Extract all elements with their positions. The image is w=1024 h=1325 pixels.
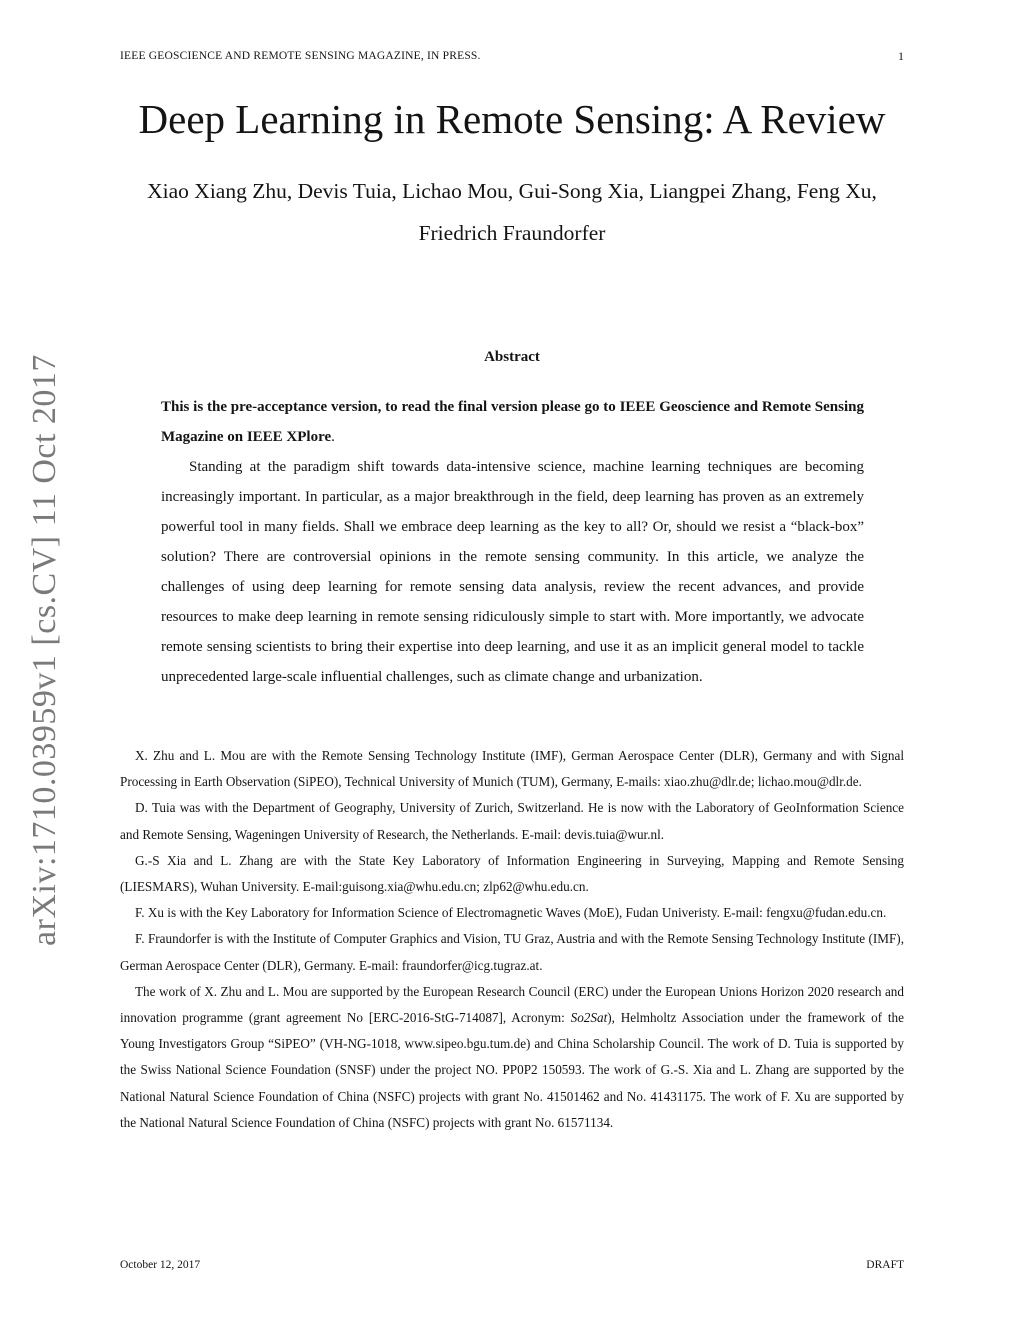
- footnote-affiliation-fraundorfer: F. Fraundorfer is with the Institute of Computer Graphics and Vision, TU Graz, Austria and with the Remote Sensing Technology Institute (IMF), German Aerospace Center (DLR), Germany. E-mail: fraundorfer@icg.tugraz.at.: [120, 931, 904, 973]
- abstract-body: Standing at the paradigm shift towards data-intensive science, machine learning techniques are becoming increasingly important. In particular, as a major breakthrough in the field, deep learning has proven as an extremely powerful tool in many fields. Shall we embrace deep learning as the key to all? Or, should we resist a “black-box” solution? There are controversial opinions in the remote sensing community. In this article, we analyze the challenges of using deep learning for remote sensing data analysis, review the recent advances, and provide resources to make deep learning in remote sensing ridiculously simple to start with. More importantly, we advocate remote sensing scientists to bring their expertise into deep learning, and use it as an implicit general model to tackle unprecedented large-scale influential challenges, such as climate change and urbanization.: [161, 459, 864, 685]
- paper-title: Deep Learning in Remote Sensing: A Review: [138, 96, 886, 142]
- page-number: 1: [898, 49, 904, 63]
- footnote-affiliation-tuia: D. Tuia was with the Department of Geography, University of Zurich, Switzerland. He is now with the Laboratory of GeoInformation Science and Remote Sensing, Wageningen University of Research, the Netherlands. E-mail: devis.tuia@wur.nl.: [120, 800, 904, 842]
- abstract-notice: [161, 392, 864, 452]
- footer-status: DRAFT: [866, 1259, 904, 1271]
- footnotes: [120, 743, 904, 1136]
- abstract-section: [161, 392, 864, 692]
- running-head: IEEE GEOSCIENCE AND REMOTE SENSING MAGAZINE, IN PRESS.: [120, 50, 481, 62]
- funding-text-part2: ), Helmholtz Association under the framework of the Young Investigators Group “SiPEO” (VH-NG-1018, www.sipeo.bgu.tum.de) and China Scholarship Council. The work of D. Tuia is supported by the Swiss National Science Foundation (SNSF) under the project NO. PP0P2 150593. The work of G.-S. Xia and L. Zhang are supported by the National Natural Science Foundation of China (NSFC) projects with grant No. 41501462 and No. 41431175. The work of F. Xu are supported by the National Natural Science Foundation of China (NSFC) projects with grant No. 61571134.: [120, 1010, 904, 1130]
- footer-date: October 12, 2017: [120, 1259, 201, 1271]
- footnote-affiliation-xia-zhang: G.-S Xia and L. Zhang are with the State Key Laboratory of Information Engineering in Surveying, Mapping and Remote Sensing (LIESMARS), Wuhan University. E-mail:guisong.xia@whu.edu.cn; zlp62@whu.edu.cn.: [120, 852, 904, 895]
- funding-text-part1: The work of X. Zhu and L. Mou are supported by the European Research Council (ERC) under the European Unions Horizon 2020 research and innovation programme (grant agreement No [ERC-2016-StG-714087], Acronym:: [120, 983, 904, 1026]
- footnote-affiliation-xu: F. Xu is with the Key Laboratory for Information Science of Electromagnetic Waves (MoE), Fudan Univeristy. E-mail: fengxu@fudan.edu.cn.: [135, 905, 887, 921]
- footnote-funding: [120, 979, 904, 1136]
- funding-acronym: So2Sat: [570, 1010, 608, 1026]
- abstract-notice-text: This is the pre-acceptance version, to read the final version please go to IEEE Geoscience and Remote Sensing Magazine on IEEE XPlore: [161, 399, 864, 445]
- footnote-affiliation-zhu-mou: X. Zhu and L. Mou are with the Remote Sensing Technology Institute (IMF), German Aerospace Center (DLR), Germany and with Signal Processing in Earth Observation (SiPEO), Technical University of Munich (TUM), Germany, E-mails: xiao.zhu@dlr.de; lichao.mou@dlr.de.: [120, 748, 904, 790]
- author-list: Xiao Xiang Zhu, Devis Tuia, Lichao Mou, Gui-Song Xia, Liangpei Zhang, Feng Xu, Friedrich Fraundorfer: [147, 179, 877, 245]
- arxiv-identifier-stamp: arXiv:1710.03959v1 [cs.CV] 11 Oct 2017: [26, 354, 63, 946]
- abstract-notice-period: .: [331, 429, 335, 445]
- abstract-heading: Abstract: [484, 349, 540, 365]
